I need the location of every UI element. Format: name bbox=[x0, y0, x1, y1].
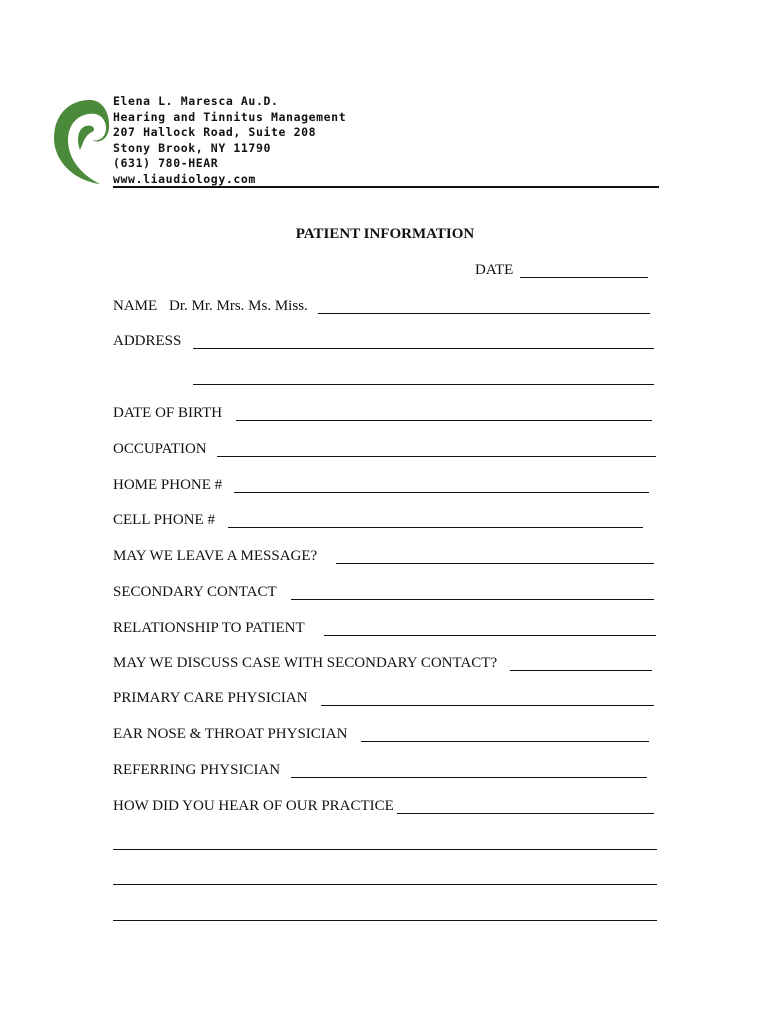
address-label: ADDRESS bbox=[113, 333, 182, 349]
name-label: NAME bbox=[113, 298, 158, 314]
occupation-field[interactable] bbox=[217, 456, 656, 457]
date-field[interactable] bbox=[520, 277, 648, 278]
occupation-label: OCCUPATION bbox=[113, 441, 207, 457]
heard-label: HOW DID YOU HEAR OF OUR PRACTICE bbox=[113, 798, 394, 814]
referring-field[interactable] bbox=[291, 777, 647, 778]
pcp-field[interactable] bbox=[321, 705, 654, 706]
website: www.liaudiology.com bbox=[113, 171, 256, 186]
dob-label: DATE OF BIRTH bbox=[113, 405, 223, 421]
name-titles: Dr. Mr. Mrs. Ms. Miss. bbox=[169, 298, 308, 314]
leave-message-field[interactable] bbox=[336, 563, 654, 564]
address-city: Stony Brook, NY 11790 bbox=[113, 140, 271, 155]
cell-phone-label: CELL PHONE # bbox=[113, 512, 215, 528]
relationship-field[interactable] bbox=[324, 635, 656, 636]
header-rule bbox=[113, 186, 659, 188]
ent-label: EAR NOSE & THROAT PHYSICIAN bbox=[113, 726, 348, 742]
discuss-case-field[interactable] bbox=[510, 670, 652, 671]
date-label: DATE bbox=[475, 262, 514, 278]
address-street: 207 Hallock Road, Suite 208 bbox=[113, 125, 317, 139]
relationship-label: RELATIONSHIP TO PATIENT bbox=[113, 620, 305, 636]
address-field-line-1[interactable] bbox=[193, 348, 654, 349]
heard-field-line-4[interactable] bbox=[113, 920, 657, 921]
address-field-line-2[interactable] bbox=[193, 384, 654, 385]
phone-number: (631) 780-HEAR bbox=[113, 156, 219, 170]
name-field[interactable] bbox=[318, 313, 650, 314]
heard-field-line-2[interactable] bbox=[113, 849, 657, 850]
pcp-label: PRIMARY CARE PHYSICIAN bbox=[113, 690, 308, 706]
secondary-contact-field[interactable] bbox=[291, 599, 654, 600]
heard-field-line-3[interactable] bbox=[113, 884, 657, 885]
form-title: PATIENT INFORMATION bbox=[295, 226, 475, 242]
practice-name: Hearing and Tinnitus Management bbox=[113, 109, 347, 124]
secondary-contact-label: SECONDARY CONTACT bbox=[113, 584, 277, 600]
practitioner-name: Elena L. Maresca Au.D. bbox=[113, 94, 279, 108]
home-phone-label: HOME PHONE # bbox=[113, 477, 223, 493]
home-phone-field[interactable] bbox=[234, 492, 649, 493]
discuss-case-label: MAY WE DISCUSS CASE WITH SECONDARY CONTACT? bbox=[113, 655, 498, 671]
referring-label: REFERRING PHYSICIAN bbox=[113, 762, 281, 778]
ent-field[interactable] bbox=[361, 741, 649, 742]
leave-message-label: MAY WE LEAVE A MESSAGE? bbox=[113, 548, 318, 564]
dob-field[interactable] bbox=[236, 420, 652, 421]
cell-phone-field[interactable] bbox=[228, 527, 643, 528]
heard-field[interactable] bbox=[397, 813, 654, 814]
letterhead bbox=[113, 94, 346, 187]
ear-swirl-logo-icon bbox=[50, 98, 110, 186]
